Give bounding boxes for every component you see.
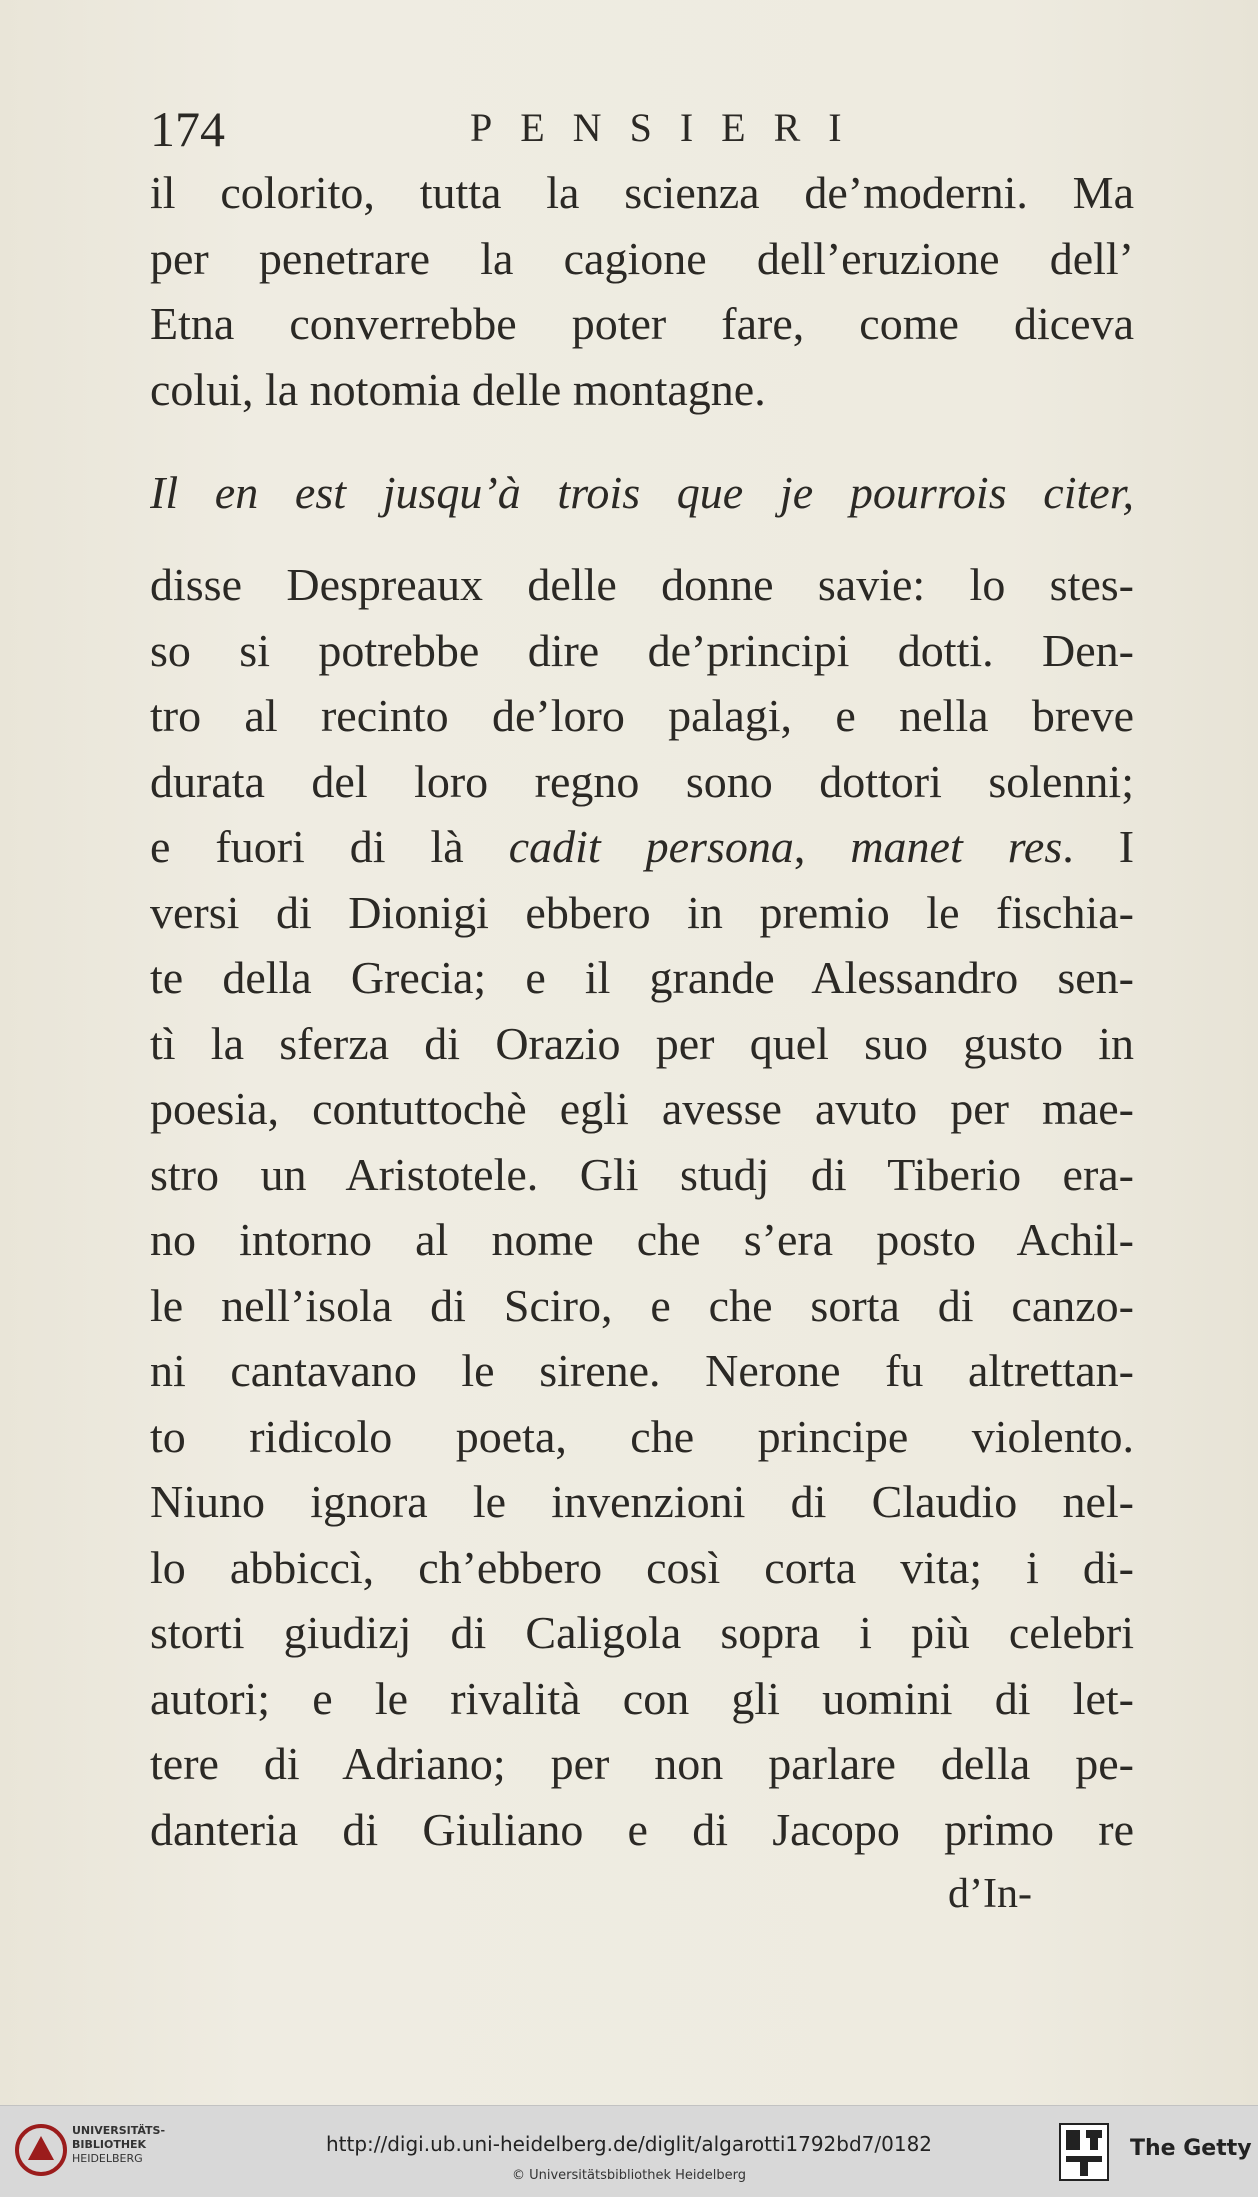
text-line-with-italics	[150, 814, 1134, 880]
text-fragment: ,	[793, 821, 806, 872]
getty-logo-icon	[1058, 2122, 1110, 2182]
text-line: tere di Adriano; per non parlare della pe-	[150, 1738, 1134, 1789]
library-name-line: UNIVERSITÄTS-	[72, 2124, 166, 2137]
text-line: no intorno al nome che s’era posto Achil-	[150, 1214, 1134, 1265]
text-line: poesia, contuttochè egli avesse avuto per mae-	[150, 1083, 1134, 1134]
text-line: lo abbiccì, ch’ebbero così corta vita; i di-	[150, 1541, 1134, 1593]
text-line: autori; e le rivalità con gli uomini di let-	[150, 1672, 1134, 1724]
quote-line: Il en est jusqu’à trois que je pourrois citer,	[150, 467, 1134, 518]
french-quotation	[150, 460, 1134, 526]
text-line: stro un Aristotele. Gli studj di Tiberio era-	[150, 1148, 1134, 1200]
italic-phrase: manet res	[850, 821, 1063, 872]
text-line: te della Grecia; e il grande Alessandro sen-	[150, 952, 1134, 1003]
text-fragment: . I	[1062, 821, 1134, 872]
text-line: tro al recinto de’loro palagi, e nella breve	[150, 690, 1134, 741]
copyright-notice: © Universitätsbibliothek Heidelberg	[511, 2168, 746, 2183]
viewer-footer	[0, 2105, 1258, 2197]
paragraph-2	[150, 552, 1134, 1862]
paragraph-1	[150, 160, 1134, 422]
text-line: so si potrebbe dire de’principi dotti. Den-	[150, 624, 1134, 676]
running-title: PENSIERI	[470, 105, 870, 150]
permalink-url[interactable]: http://digi.ub.uni-heidelberg.de/diglit/algarotti1792bd7/0182	[325, 2132, 933, 2156]
text-line: colui, la notomia delle montagne.	[150, 363, 766, 415]
italic-phrase: cadit persona	[508, 821, 794, 872]
text-line: to ridicolo poeta, che principe violento.	[150, 1410, 1134, 1462]
text-line: per penetrare la cagione dell’eruzione dell’	[150, 232, 1134, 284]
page-header	[150, 100, 1130, 160]
text-line: versi di Dionigi ebbero in premio le fischia-	[150, 886, 1134, 938]
catchword: d’In-	[948, 1871, 1032, 1917]
text-line: le nell’isola di Sciro, e che sorta di canzo-	[150, 1279, 1134, 1331]
text-line: danteria di Giuliano e di Jacopo primo re	[150, 1803, 1134, 1855]
library-name-line: BIBLIOTHEK	[72, 2138, 147, 2151]
library-name-line: HEIDELBERG	[72, 2152, 143, 2165]
text-line: il colorito, tutta la scienza de’moderni. Ma	[150, 167, 1134, 218]
text-line: tì la sferza di Orazio per quel suo gusto in	[150, 1017, 1134, 1069]
text-line: storti giudizj di Caligola sopra i più celebri	[150, 1607, 1134, 1658]
text-line: durata del loro regno sono dottori solenni;	[150, 755, 1134, 807]
text-line: disse Despreaux delle donne savie: lo stes-	[150, 559, 1134, 610]
text-line: Etna converrebbe poter fare, come diceva	[150, 298, 1134, 349]
text-fragment: e fuori di là	[150, 821, 464, 872]
page-number: 174	[150, 101, 225, 157]
text-line: ni cantavano le sirene. Nerone fu altrettan-	[150, 1345, 1134, 1396]
getty-label: The Getty	[1130, 2136, 1252, 2161]
text-line: Niuno ignora le invenzioni di Claudio nel-	[150, 1476, 1134, 1527]
